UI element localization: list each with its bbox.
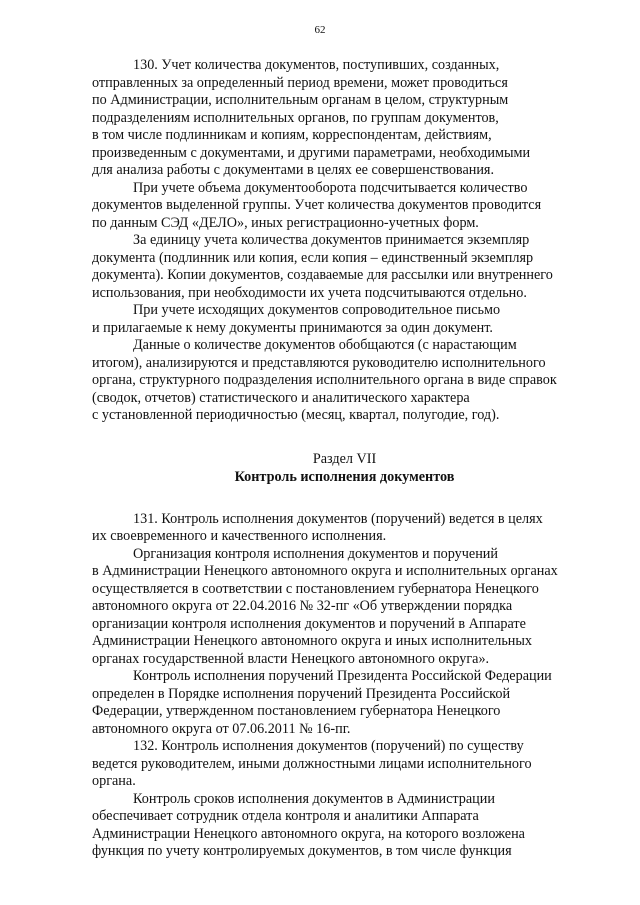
- paragraph-volume-count: При учете объема документооборота подсчитывается количество документов выделенной группы. Учет количества документов проводится по данным СЭД «ДЕЛО», иных регистрационно-учетных форм.: [92, 179, 542, 231]
- paragraph-132: 132. Контроль исполнения документов (поручений) по существу ведется руководителем, иными должностными лицами исполнительного органа.: [92, 738, 532, 789]
- paragraph-president-orders: Контроль исполнения поручений Президента Российской Федерации определен в Порядке исполнения поручений Президента Российской Федерации, утвержденном постановлением губернатора Ненецкого автономного округа от 07.06.2011 № 16-пг.: [92, 668, 552, 737]
- paragraph-130: 130. Учет количества документов, поступивших, созданных, отправленных за определенный период времени, может проводиться по Администрации, исполнительным органам в целом, структурным подразделениям исполнительных органов, по группам документов, в том числе подлинникам и копиям, корреспондентам, действиям, произведенным с документами, и другими параметрами, необходимыми для анализа работы с документами в целях ее совершенствования.: [92, 57, 531, 178]
- page-number: 62: [314, 24, 326, 36]
- section-title: Контроль исполнения документов: [234, 468, 455, 485]
- paragraph-131: 131. Контроль исполнения документов (поручений) ведется в целях их своевременного и качественного исполнения.: [92, 510, 543, 544]
- paragraph-control-organization: Организация контроля исполнения документов и поручений в Администрации Ненецкого автономного округа и исполнительных органах осуществляется в соответствии с постановлением губернатора Ненецкого автономного округа от 22.04.2016 № 32-пг «Об утверждении порядка организации контроля исполнения документов и поручений в Аппарате Администрации Ненецкого автономного округа и иных исполнительных органах государственной власти Ненецкого автономного округа».: [92, 545, 558, 667]
- paragraph-data-summary: Данные о количестве документов обобщаются (с нарастающим итогом), анализируются и представляются руководителю исполнительного органа, структурного подразделения исполнительного органа в виде справок (сводок, отчетов) статистического и аналитического характера с установленной периодичностью (месяц, квартал, полугодие, год).: [92, 337, 557, 423]
- paragraph-deadline-control: Контроль сроков исполнения документов в Администрации обеспечивает сотрудник отдела контроля и аналитики Аппарата Администрации Ненецкого автономного округа, на которого возложена функция по учету контролируемых документов, в том числе функция: [92, 790, 525, 859]
- paragraph-unit-of-count: За единицу учета количества документов принимается экземпляр документа (подлинник или копия, если копия – единственный экземпляр документа). Копии документов, создаваемые для рассылки или внутреннего использования, при необходимости их учета подсчитываются отдельно.: [92, 232, 553, 301]
- section-label: Раздел VII: [312, 450, 377, 467]
- document-body: [92, 57, 597, 861]
- paragraph-outgoing-documents: При учете исходящих документов сопроводительное письмо и прилагаемые к нему документы принимаются за один документ.: [92, 302, 501, 336]
